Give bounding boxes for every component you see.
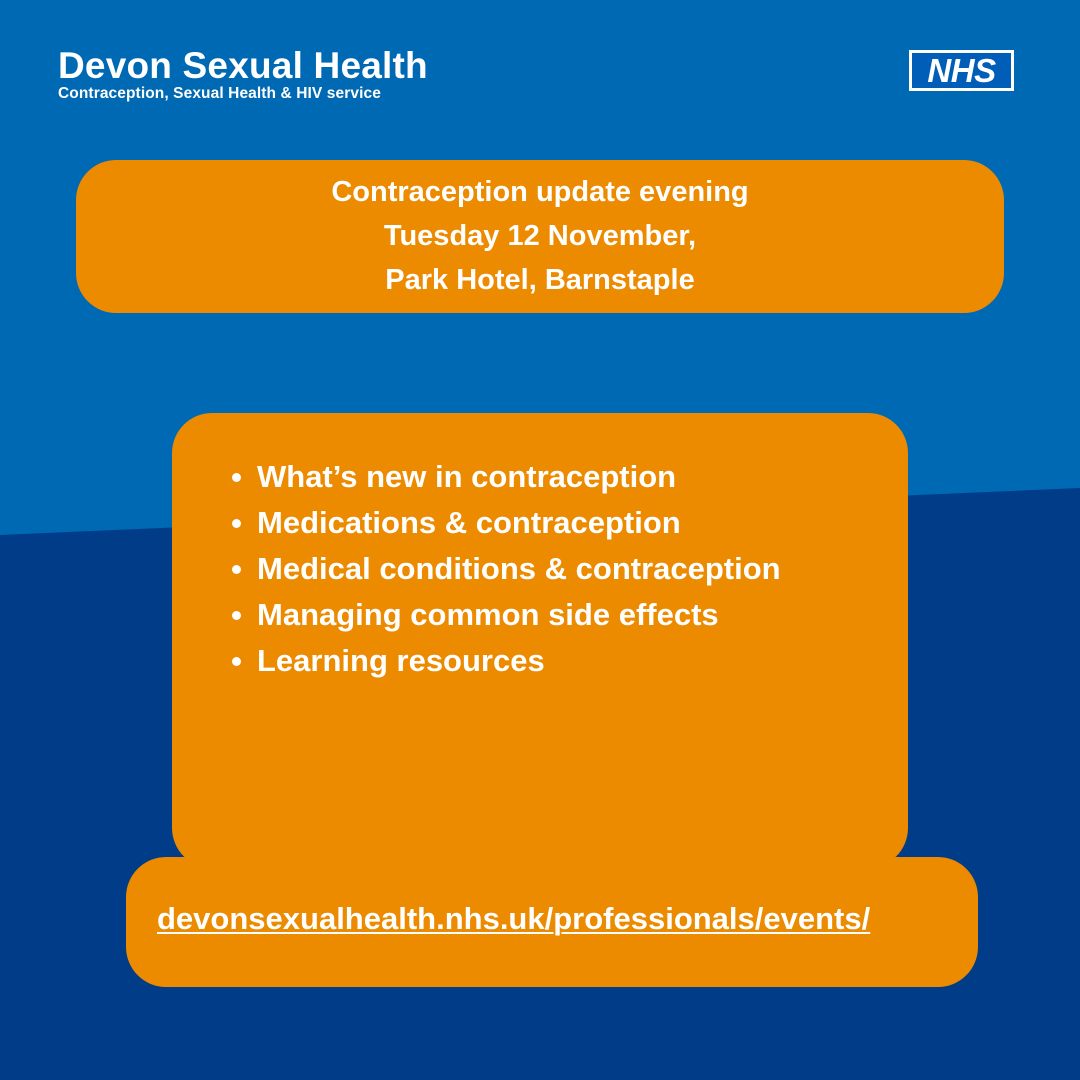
topic-label: Managing common side effects <box>257 597 719 632</box>
brand-block <box>58 46 428 103</box>
brand-subtitle: Contraception, Sexual Health & HIV service <box>58 85 381 102</box>
nhs-logo <box>909 50 1014 91</box>
bullet-icon <box>232 519 241 528</box>
event-date: Tuesday 12 November, <box>383 220 697 252</box>
topic-label: Learning resources <box>257 643 545 678</box>
event-title: Contraception update evening <box>331 176 749 208</box>
nhs-logo-text: NHS <box>912 53 1011 88</box>
event-details-card <box>76 160 1004 313</box>
topics-list <box>230 454 781 684</box>
bullet-icon <box>232 565 241 574</box>
brand-title: Devon Sexual Health <box>58 45 428 86</box>
topic-label: Medical conditions & contraception <box>257 551 781 586</box>
bullet-icon <box>232 473 241 482</box>
topic-label: Medications & contraception <box>257 505 681 540</box>
topic-item <box>230 500 781 546</box>
topic-item <box>230 638 781 684</box>
topics-card <box>172 413 908 868</box>
event-venue: Park Hotel, Barnstaple <box>385 264 695 296</box>
topic-item <box>230 592 781 638</box>
topic-item <box>230 546 781 592</box>
topic-label: What’s new in contraception <box>257 459 677 494</box>
bullet-icon <box>232 657 241 666</box>
events-link-card <box>126 857 978 987</box>
topic-item <box>230 454 781 500</box>
events-link[interactable]: devonsexualhealth.nhs.uk/professionals/events/ <box>157 901 871 936</box>
bullet-icon <box>232 611 241 620</box>
